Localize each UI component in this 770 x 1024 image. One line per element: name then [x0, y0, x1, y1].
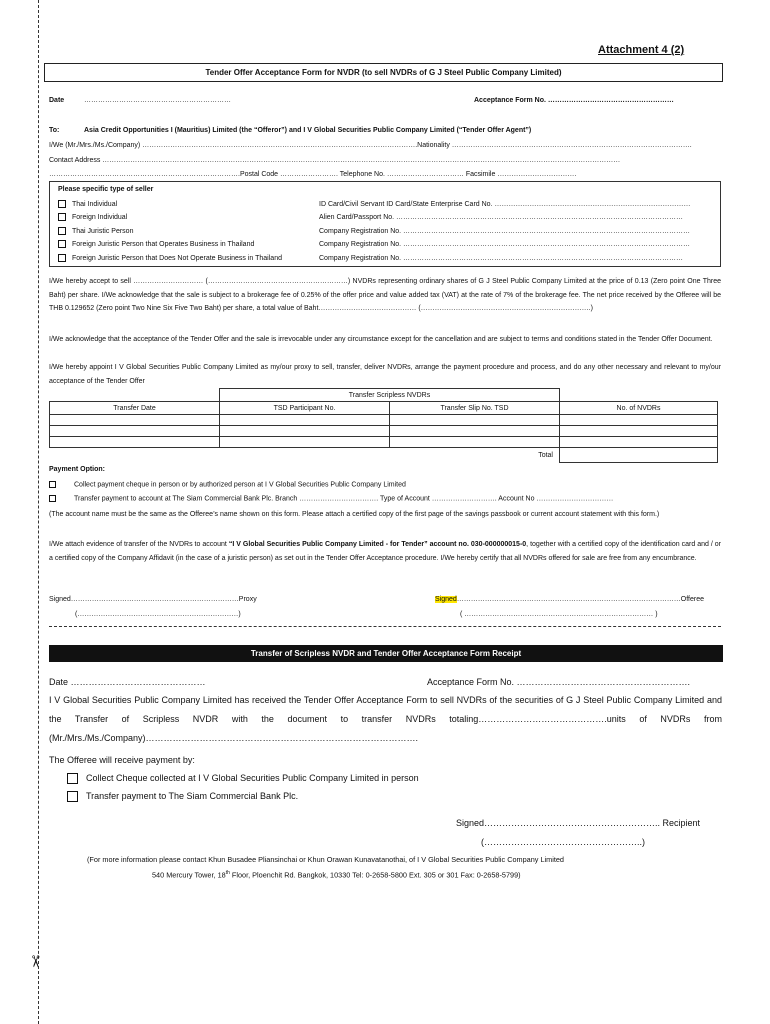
- checkbox-icon[interactable]: [49, 481, 56, 488]
- signed-highlight: Signed: [435, 596, 457, 603]
- payment-option-transfer[interactable]: Transfer payment to account at The Siam Commercial Bank Plc. Branch ……………………………. Type of Account ………………………. Account No ……………………………: [49, 495, 613, 502]
- passport-field[interactable]: Alien Card/Passport No. ……………………………………………………………………………………………………………: [319, 214, 684, 221]
- footer-address: 540 Mercury Tower, 18th Floor, Ploenchit Rd. Bangkok, 10330 Tel: 0-2658-5800 Ext. 305 or 301 Fax: 0-2658-5799): [152, 870, 521, 880]
- total-label: Total: [538, 451, 553, 459]
- seller-option-foreign-juristic-not-operate[interactable]: Foreign Juristic Person that Does Not Operate Business in Thailand: [58, 254, 282, 262]
- checkbox-icon[interactable]: [67, 773, 78, 784]
- signed-offeree-line[interactable]: Signed……………………………………………………………………………………Offeree: [435, 596, 705, 603]
- postal-line[interactable]: ……………………………………………………………………….Postal Code ……………………. Telephone No. …………………………… Facsimile …………………………….: [49, 171, 577, 178]
- table-row: [50, 415, 718, 426]
- receipt-acceptance-no-field[interactable]: Acceptance Form No. ………………………………………………….: [427, 677, 691, 687]
- receipt-option-transfer[interactable]: Transfer payment to The Siam Commercial Bank Plc.: [67, 791, 298, 802]
- to-label: To:: [49, 127, 60, 134]
- proxy-name-paren[interactable]: (……………………………………………………………): [75, 611, 241, 618]
- receipt-title: Transfer of Scripless NVDR and Tender Offer Acceptance Form Receipt: [49, 645, 723, 662]
- header-transfer-slip: Transfer Slip No. TSD: [390, 402, 560, 415]
- name-line[interactable]: I/We (Mr./Mrs./Ms./Company) ……………………………………………………………………………………………………….Nationality ………………………………………………………………………………………….: [49, 142, 692, 149]
- payment-option-cheque[interactable]: Collect payment cheque in person or by authorized person at I V Global Securities Public Company Limited: [49, 481, 406, 488]
- total-field[interactable]: [560, 448, 718, 463]
- seller-option-thai-juristic[interactable]: Thai Juristic Person: [58, 227, 133, 235]
- proxy-paragraph: I/We hereby appoint I V Global Securities Public Company Limited as my/our proxy to sell, transfer, deliver NVDRs, arrange the payment procedure and process, and do any other necessary and relevant to my/our acceptance of the Tender Offer: [49, 364, 721, 385]
- offeree-name-paren[interactable]: ( ……………………………………………………………………… ): [460, 611, 658, 618]
- seller-option-foreign-individual[interactable]: Foreign Individual: [58, 213, 127, 221]
- company-reg-field-1[interactable]: Company Registration No. ……………………………………………………………………………………………………………: [319, 228, 691, 235]
- date-field[interactable]: ………………………………………………………: [84, 97, 231, 104]
- to-text: Asia Credit Opportunities I (Mauritius) Limited (the “Offeror”) and I V Global Securities Public Company Limited (“Tender Offer Agent”): [84, 127, 532, 134]
- payment-heading: Payment Option:: [49, 466, 106, 473]
- separator: [49, 626, 721, 627]
- checkbox-icon[interactable]: [58, 240, 66, 248]
- seller-option-foreign-juristic-operates[interactable]: Foreign Juristic Person that Operates Business in Thailand: [58, 240, 254, 248]
- checkbox-icon[interactable]: [58, 227, 66, 235]
- company-reg-field-3[interactable]: Company Registration No. …………………………………………………………………………………………………………: [319, 255, 684, 262]
- signed-recipient-line[interactable]: Signed………………………………………………….. Recipient: [456, 818, 701, 828]
- footer-contact: (For more information please contact Khun Busadee Pliansinchai or Khun Orawan Kunavatanothai, of I V Global Securities Public Company Limited: [87, 855, 564, 864]
- checkbox-icon[interactable]: [67, 791, 78, 802]
- checkbox-icon[interactable]: [58, 200, 66, 208]
- id-card-field[interactable]: ID Card/Civil Servant ID Card/State Enterprise Card No. …………………………………………………………………………: [319, 201, 691, 208]
- checkbox-icon[interactable]: [58, 254, 66, 262]
- evidence-paragraph: I/We attach evidence of transfer of the NVDRs to account “I V Global Securities Public Company Limited - for Tender” account no. 030-000000015-0, together with a certified copy of the identification card and / or a certified copy of the Company Affidavit (in the case of a juristic person) as set out in the Tender Offer Acceptance procedure. I/We hereby certify that all NVDRs offered for sale are free from any encumbrance.: [49, 541, 721, 562]
- company-reg-field-2[interactable]: Company Registration No. ……………………………………………………………………………………………………………: [319, 241, 691, 248]
- table-row: [50, 426, 718, 437]
- checkbox-icon[interactable]: [58, 213, 66, 221]
- seller-option-thai-individual[interactable]: Thai Individual: [58, 200, 117, 208]
- recipient-name-paren[interactable]: (……………………………………………..): [481, 837, 645, 847]
- scissors-icon: ✂: [26, 954, 46, 969]
- receipt-payment-heading: The Offeree will receive payment by:: [49, 755, 195, 765]
- sale-paragraph: I/We hereby accept to sell ………………………… (……………………………………………………) NVDRs representing ordinary shares of G J Steel Public Company Limited at the price of 0.13 (Zero point One Three Baht) per share. I/We acknowledge that the sale is subject to a brokerage fee of 0.25% of the offer price and value added tax (VAT) at the rate of 7% of the brokerage fee. The net price received by the Offeree will be THB 0.129652 (Zero point Two Nine Six Five Two Baht) per share, a total value of Baht…………………………………… (……………………………………………………………….): [49, 278, 721, 312]
- contact-address-line[interactable]: Contact Address ……………………………………………………………………………………………………………………………………………………………………………………………………: [49, 157, 621, 164]
- header-no-of-nvdrs: No. of NVDRs: [560, 402, 718, 415]
- date-label: Date: [49, 97, 65, 104]
- transfer-table: [49, 388, 718, 463]
- transfer-table-caption: Transfer Scripless NVDRs: [220, 389, 560, 402]
- receipt-option-cheque[interactable]: Collect Cheque collected at I V Global Securities Public Company Limited in person: [67, 773, 419, 784]
- acceptance-no-field[interactable]: Acceptance Form No. ………………………………………………: [474, 97, 674, 104]
- table-row: [50, 437, 718, 448]
- header-tsd-participant: TSD Participant No.: [220, 402, 390, 415]
- acknowledge-paragraph: I/We acknowledge that the acceptance of the Tender Offer and the sale is irrevocable under any circumstance except for the cancellation and are subject to terms and conditions stated in the Tender Offer Document.: [49, 336, 713, 343]
- receipt-date-field[interactable]: Date ………………………………………: [49, 677, 206, 687]
- attachment-label: Attachment 4 (2): [598, 44, 685, 56]
- form-title: Tender Offer Acceptance Form for NVDR (to sell NVDRs of G J Steel Public Company Limited): [44, 63, 723, 82]
- receipt-body: I V Global Securities Public Company Limited has received the Tender Offer Acceptance Form to sell NVDRs of the securities of G J Steel Public Company Limited and the Transfer of Scripless NVDR with the document to transfer NVDRs totaling…………………………………….units of NVDRs from (Mr./Mrs./Ms./Company)……………………………………………………………………………….: [49, 695, 722, 743]
- signed-proxy-line[interactable]: Signed………………………………………………………………Proxy: [49, 596, 257, 603]
- header-transfer-date: Transfer Date: [50, 402, 220, 415]
- account-note: (The account name must be the same as the Offeree’s name shown on this form. Please attach a certified copy of the first page of the savings passbook or current account statement with this form.): [49, 511, 660, 518]
- cut-line: [38, 0, 39, 1024]
- checkbox-icon[interactable]: [49, 495, 56, 502]
- seller-heading: Please specific type of seller: [58, 186, 154, 193]
